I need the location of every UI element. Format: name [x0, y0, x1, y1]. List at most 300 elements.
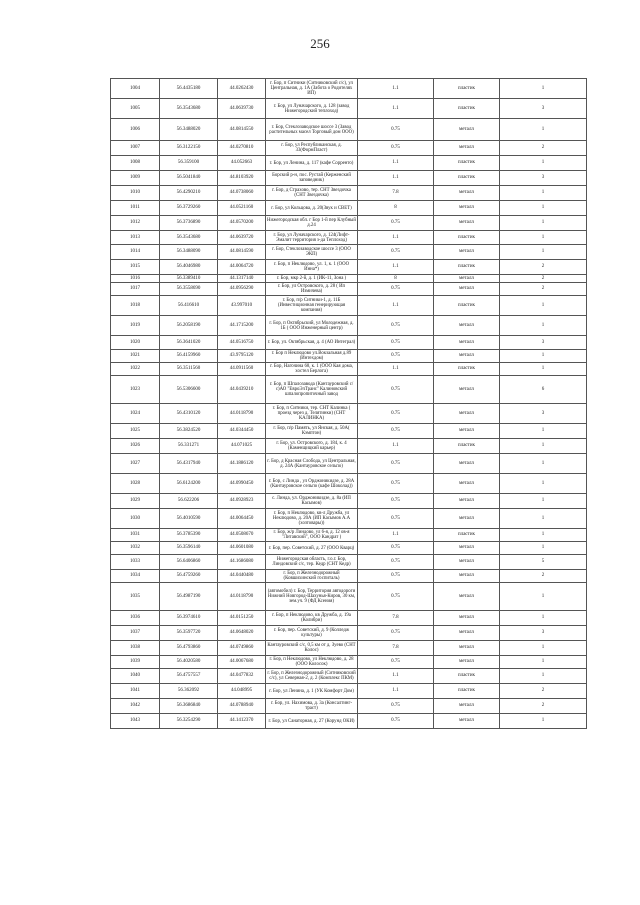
cell-material: металл: [434, 119, 500, 141]
cell-latitude: 56.4290210: [160, 186, 218, 201]
cell-address: г. Бор, д Страхово, тер. СНТ Звездочка (СНТ Звездочка): [266, 186, 358, 201]
cell-latitude: 56.4793860: [160, 641, 218, 656]
cell-id: 1015: [111, 260, 160, 275]
table-row: [111, 509, 587, 529]
cell-volume: 1.1: [358, 296, 434, 316]
cell-longitude: 44.0262430: [218, 79, 266, 99]
cell-longitude: 44.0601080: [218, 542, 266, 555]
cell-volume: 0.75: [358, 283, 434, 296]
cell-latitude: 56.3389410: [160, 275, 218, 283]
cell-material: пластик: [434, 231, 500, 245]
cell-longitude: 44.0738060: [218, 186, 266, 201]
cell-id: 1020: [111, 336, 160, 350]
cell-id: 1006: [111, 119, 160, 141]
cell-count: 2: [500, 141, 587, 156]
cell-latitude: 56.3596140: [160, 542, 218, 555]
cell-material: пластик: [434, 260, 500, 275]
cell-material: металл: [434, 474, 500, 494]
cell-volume: 1.1: [358, 669, 434, 684]
cell-longitude: 44.0956290: [218, 283, 266, 296]
cell-count: 5: [500, 555, 587, 570]
cell-address: г. Бор, п Неклюдово, ул. 1, к. 1 (ООО Инна*): [266, 260, 358, 275]
cell-count: 2: [500, 684, 587, 699]
cell-count: 1: [500, 216, 587, 231]
cell-address: г. Бор, п Неклюдово, ул Неклюдово, д. 28 (ООО Колосок): [266, 656, 358, 669]
cell-count: 1: [500, 611, 587, 626]
cell-volume: 0.75: [358, 376, 434, 404]
cell-id: 1030: [111, 509, 160, 529]
cell-id: 1007: [111, 141, 160, 156]
cell-material: металл: [434, 656, 500, 669]
cell-latitude: 56.3686840: [160, 699, 218, 714]
table-row: [111, 186, 587, 201]
cell-material: металл: [434, 376, 500, 404]
cell-material: пластик: [434, 669, 500, 684]
cell-latitude: 56.3488020: [160, 119, 218, 141]
cell-count: 3: [500, 171, 587, 186]
waste-container-table: [110, 78, 587, 729]
cell-latitude: 56.3558690: [160, 283, 218, 296]
cell-latitude: 56.3511560: [160, 363, 218, 376]
table-row: [111, 570, 587, 583]
cell-longitude: 44.1317140: [218, 275, 266, 283]
table-row: [111, 79, 587, 99]
cell-latitude: 56.6124200: [160, 474, 218, 494]
cell-material: пластик: [434, 99, 500, 119]
cell-latitude: 56.4757557: [160, 669, 218, 684]
cell-material: металл: [434, 216, 500, 231]
table-row: [111, 555, 587, 570]
cell-volume: 0.75: [358, 141, 434, 156]
cell-address: г. Бор, д Красная Слобода, ул Центральная, д. 24А (Кантауровское сельпо): [266, 454, 358, 474]
cell-count: 1: [500, 156, 587, 171]
cell-material: пластик: [434, 296, 500, 316]
cell-count: 1: [500, 474, 587, 494]
cell-longitude: 44.0270810: [218, 141, 266, 156]
cell-material: металл: [434, 404, 500, 424]
table-row: [111, 684, 587, 699]
cell-longitude: 44.0814590: [218, 245, 266, 260]
cell-latitude: 56.3488090: [160, 245, 218, 260]
cell-longitude: 44.0788940: [218, 699, 266, 714]
cell-count: 1: [500, 529, 587, 542]
cell-longitude: 44.0064720: [218, 260, 266, 275]
cell-latitude: 56.359100: [160, 156, 218, 171]
cell-volume: 7.8: [358, 186, 434, 201]
page-number: 256: [310, 36, 330, 51]
cell-address: г. Бор, п Ситники (Ситниковский с/с), ул Центральная, д. 1А (Забота о Родителях ИП): [266, 79, 358, 99]
cell-longitude: 43.997010: [218, 296, 266, 316]
cell-id: 1021: [111, 350, 160, 363]
cell-address: г. Бор, п Неклюдово, кв-л Дружба, ул Неклюдово, д. 20А (ИП Касымов А.А (хозтовары)): [266, 509, 358, 529]
cell-id: 1042: [111, 699, 160, 714]
cell-material: металл: [434, 350, 500, 363]
cell-volume: 1.1: [358, 231, 434, 245]
cell-volume: 0.75: [358, 656, 434, 669]
cell-volume: 0.75: [358, 542, 434, 555]
cell-count: 1: [500, 296, 587, 316]
table-row: [111, 119, 587, 141]
cell-longitude: 44.0151250: [218, 611, 266, 626]
cell-address: г. Бор, ул. Октябрьская, д. 4 (АО Интеграл): [266, 336, 358, 350]
cell-volume: 0.75: [358, 454, 434, 474]
cell-volume: 0.75: [358, 336, 434, 350]
cell-address: г. Бор, ул Луначарского, д. 128 (завод Нижегородский теплоход): [266, 99, 358, 119]
cell-longitude: 44.0439210: [218, 376, 266, 404]
cell-count: 3: [500, 336, 587, 350]
cell-address: г. Бор, ул Кольцова, д. 20(Звук и СВЕТ): [266, 201, 358, 216]
cell-volume: 0.75: [358, 583, 434, 611]
cell-count: 3: [500, 626, 587, 641]
table-row: [111, 216, 587, 231]
cell-address: г. Бор, Нагочина 68, к. 1 (ООО Кая дома, хостел Берлога): [266, 363, 358, 376]
cell-longitude: 44.0508670: [218, 529, 266, 542]
cell-volume: 7.8: [358, 641, 434, 656]
cell-material: металл: [434, 570, 500, 583]
cell-id: 1024: [111, 404, 160, 424]
cell-id: 1011: [111, 201, 160, 216]
cell-longitude: 44.1715200: [218, 316, 266, 336]
cell-count: 1: [500, 186, 587, 201]
cell-address: г. Бор, пер. Советский, д. 27 (ООО Кварц): [266, 542, 358, 555]
cell-id: 1005: [111, 99, 160, 119]
cell-id: 1033: [111, 555, 160, 570]
cell-count: 2: [500, 699, 587, 714]
cell-count: 1: [500, 714, 587, 729]
cell-material: металл: [434, 424, 500, 439]
cell-count: 2: [500, 275, 587, 283]
cell-longitude: 44.0118790: [218, 583, 266, 611]
cell-address: г. Бор, пер. Советский, д. 9 (Колледж культуры): [266, 626, 358, 641]
cell-id: 1022: [111, 363, 160, 376]
cell-id: 1009: [111, 171, 160, 186]
cell-longitude: 44.0521160: [218, 201, 266, 216]
cell-id: 1019: [111, 316, 160, 336]
cell-count: 3: [500, 99, 587, 119]
cell-longitude: 44.0344450: [218, 424, 266, 439]
cell-latitude: 56.3974610: [160, 611, 218, 626]
cell-address: г. Бор, с Линда , ул Орджоникидзе, д. 28А (Кантауровское сельпо (кафе Шоколад)): [266, 474, 358, 494]
cell-id: 1040: [111, 669, 160, 684]
table-row: [111, 260, 587, 275]
table-row: [111, 141, 587, 156]
cell-volume: 1.1: [358, 684, 434, 699]
cell-id: 1023: [111, 376, 160, 404]
cell-id: 1016: [111, 275, 160, 283]
table-row: [111, 699, 587, 714]
cell-volume: 0.75: [358, 119, 434, 141]
cell-material: металл: [434, 494, 500, 509]
cell-longitude: 44.0639730: [218, 99, 266, 119]
cell-longitude: 44.1412370: [218, 714, 266, 729]
table-row: [111, 626, 587, 641]
table-row: [111, 363, 587, 376]
cell-count: 2: [500, 283, 587, 296]
cell-material: металл: [434, 555, 500, 570]
cell-id: 1041: [111, 684, 160, 699]
cell-id: 1008: [111, 156, 160, 171]
cell-longitude: 44.0118790: [218, 404, 266, 424]
table-row: [111, 669, 587, 684]
cell-id: 1013: [111, 231, 160, 245]
table-row: [111, 542, 587, 555]
cell-count: 1: [500, 656, 587, 669]
table-row: [111, 656, 587, 669]
cell-longitude: 44.0911560: [218, 363, 266, 376]
cell-longitude: 44.0749860: [218, 641, 266, 656]
cell-longitude: 44.0814550: [218, 119, 266, 141]
cell-id: 1014: [111, 245, 160, 260]
cell-material: металл: [434, 186, 500, 201]
cell-id: 1004: [111, 79, 160, 99]
cell-material: пластик: [434, 363, 500, 376]
cell-address: г. Бор, ул Луначарского, д. 124(Лифт-Эмалит территория з-да Теплоход): [266, 231, 358, 245]
cell-address: г. Бор, Стеклозаводское шоссе 3 (Завод растительных масел Торговый дом ООО): [266, 119, 358, 141]
table-row: [111, 201, 587, 216]
cell-latitude: 56.3543680: [160, 231, 218, 245]
cell-count: 1: [500, 542, 587, 555]
cell-count: 1: [500, 231, 587, 245]
cell-id: 1026: [111, 439, 160, 454]
cell-id: 1039: [111, 656, 160, 669]
cell-volume: 1.1: [358, 260, 434, 275]
cell-volume: 0.75: [358, 216, 434, 231]
cell-volume: 0.75: [358, 570, 434, 583]
cell-id: 1036: [111, 611, 160, 626]
cell-count: 1: [500, 509, 587, 529]
cell-address: г. Бор, п Неклюдово, кв Дружба, д. 19а (Колибри): [266, 611, 358, 626]
table-row: [111, 404, 587, 424]
cell-id: 1010: [111, 186, 160, 201]
cell-latitude: 56.622206: [160, 494, 218, 509]
table-row: [111, 611, 587, 626]
cell-latitude: 56.4310120: [160, 404, 218, 424]
cell-address: г. Бор, ул Островского, д. 28 ( Ип Измичева): [266, 283, 358, 296]
cell-material: металл: [434, 626, 500, 641]
cell-address: Кантауровский с/с, 0,5 км от д. Зуево (СНТ Колос): [266, 641, 358, 656]
table-row: [111, 275, 587, 283]
cell-volume: 8: [358, 275, 434, 283]
cell-id: 1034: [111, 570, 160, 583]
cell-address: г. Бор, п Железнодорожный (Ситниковский с/с), ул Северная-2, д. 2 (Комплекс ПКМ): [266, 669, 358, 684]
cell-material: металл: [434, 714, 500, 729]
table-row: [111, 316, 587, 336]
table-row: [111, 529, 587, 542]
cell-volume: 1.1: [358, 79, 434, 99]
cell-volume: 1.1: [358, 363, 434, 376]
cell-longitude: 44.0064450: [218, 509, 266, 529]
cell-material: металл: [434, 583, 500, 611]
cell-id: 1018: [111, 296, 160, 316]
cell-id: 1032: [111, 542, 160, 555]
cell-latitude: 56.5306600: [160, 376, 218, 404]
cell-volume: 0.75: [358, 555, 434, 570]
cell-count: 1: [500, 494, 587, 509]
cell-address: г. Бор, ул. Нахимова, д. 3а (Консалтинг-траст): [266, 699, 358, 714]
cell-address: г. Бор, ж/р Линдово, ул 6-я, д. 12 ов-я "Литавский", ООО Кандрат ): [266, 529, 358, 542]
cell-count: 1: [500, 350, 587, 363]
cell-material: пластик: [434, 79, 500, 99]
cell-longitude: 44.0440480: [218, 570, 266, 583]
cell-material: металл: [434, 611, 500, 626]
cell-latitude: 56.4317940: [160, 454, 218, 474]
cell-latitude: 56.6406860: [160, 555, 218, 570]
cell-count: 6: [500, 376, 587, 404]
cell-material: металл: [434, 336, 500, 350]
table-row: [111, 641, 587, 656]
cell-longitude: 44.1686080: [218, 555, 266, 570]
cell-id: 1017: [111, 283, 160, 296]
cell-address: г. Бор, мкр 2-й, д. 1 (ИК-11, Зона ): [266, 275, 358, 283]
cell-longitude: 44.0570200: [218, 216, 266, 231]
cell-address: г. Бор, ул Ленина, д. 117 (кафе Сорренто): [266, 156, 358, 171]
cell-material: пластик: [434, 529, 500, 542]
table-row: [111, 439, 587, 454]
cell-volume: 1.1: [358, 529, 434, 542]
cell-latitude: 56.5041840: [160, 171, 218, 186]
cell-address: Нижегородская область, г.о.г. Бор, Линдовский с/с, тер. Кедр (СНТ Кедр): [266, 555, 358, 570]
cell-id: 1027: [111, 454, 160, 474]
cell-volume: 1.1: [358, 99, 434, 119]
cell-count: 1: [500, 669, 587, 684]
cell-id: 1031: [111, 529, 160, 542]
cell-longitude: 44.0067680: [218, 656, 266, 669]
cell-count: 1: [500, 583, 587, 611]
cell-material: металл: [434, 454, 500, 474]
table-row: [111, 474, 587, 494]
cell-address: Борский р-н, пос. Рустай (Керженский заповедник): [266, 171, 358, 186]
cell-longitude: 44.0648020: [218, 626, 266, 641]
cell-address: г. Бор, ул. Островского, д. 184, к. 4 (Каменщицкий карьер): [266, 439, 358, 454]
cell-address: с. Линда, ул. Орджоникидзе, д. 8а (ИП Касымов): [266, 494, 358, 509]
cell-latitude: 56.362092: [160, 684, 218, 699]
cell-id: 1025: [111, 424, 160, 439]
cell-id: 1012: [111, 216, 160, 231]
table-row: [111, 296, 587, 316]
cell-address: г. Бор, п Октябрьский, ул Молодежная, д. 1Б ( ООО Инженерный центр): [266, 316, 358, 336]
cell-material: пластик: [434, 439, 500, 454]
cell-latitude: 56.3785390: [160, 529, 218, 542]
cell-volume: 0.75: [358, 316, 434, 336]
table-row: [111, 350, 587, 363]
cell-count: 2: [500, 570, 587, 583]
cell-latitude: 56.3597720: [160, 626, 218, 641]
cell-volume: 0.75: [358, 474, 434, 494]
cell-address: г. Бор, ул Ленина, д. 1 (УК Комфорт Дом): [266, 684, 358, 699]
cell-material: металл: [434, 201, 500, 216]
cell-count: 1: [500, 641, 587, 656]
cell-address: г. Бор, ул Санаторная, д. 27 (Корунд ОКИ): [266, 714, 358, 729]
cell-count: 2: [500, 260, 587, 275]
cell-count: 1: [500, 424, 587, 439]
cell-count: 1: [500, 245, 587, 260]
cell-address: г. Бор, ул Республиканская, д. 33(ФормПласт): [266, 141, 358, 156]
table-row: [111, 454, 587, 474]
cell-longitude: 44.071025: [218, 439, 266, 454]
cell-latitude: 56.416610: [160, 296, 218, 316]
cell-latitude: 56.2058190: [160, 316, 218, 336]
cell-material: металл: [434, 275, 500, 283]
cell-longitude: 44.0516750: [218, 336, 266, 350]
cell-material: металл: [434, 316, 500, 336]
cell-volume: 0.75: [358, 714, 434, 729]
cell-latitude: 56.3729260: [160, 201, 218, 216]
cell-volume: 0.75: [358, 509, 434, 529]
cell-material: металл: [434, 641, 500, 656]
table-row: [111, 376, 587, 404]
cell-count: 1: [500, 201, 587, 216]
cell-longitude: 43.9795120: [218, 350, 266, 363]
cell-address: г. Бор, п Ситники, тер. СНТ Калинка ( проезд через д. Телятинки) (СНТ КАЛИНКА): [266, 404, 358, 424]
cell-volume: 0.75: [358, 699, 434, 714]
cell-longitude: 44.052663: [218, 156, 266, 171]
table-row: [111, 494, 587, 509]
cell-latitude: 56.3736890: [160, 216, 218, 231]
cell-material: пластик: [434, 156, 500, 171]
cell-count: 1: [500, 454, 587, 474]
table-row: [111, 231, 587, 245]
cell-longitude: 44.0639720: [218, 231, 266, 245]
cell-latitude: 56.4046980: [160, 260, 218, 275]
cell-volume: 1.1: [358, 156, 434, 171]
table-row: [111, 336, 587, 350]
cell-count: 1: [500, 79, 587, 99]
cell-volume: 0.75: [358, 245, 434, 260]
cell-address: г. Бор, п Шпалозавода (Кантауровский с/с)АО "ЕвроЭлТранс" Калиновский шпалопропиточный завод: [266, 376, 358, 404]
cell-material: пластик: [434, 684, 500, 699]
cell-volume: 7.8: [358, 611, 434, 626]
cell-volume: 0.75: [358, 424, 434, 439]
cell-material: металл: [434, 699, 500, 714]
cell-address: г. Бор, п/р Память, ул Янская, д. 50А( Кэмптон): [266, 424, 358, 439]
cell-count: 1: [500, 439, 587, 454]
cell-volume: 0.75: [358, 404, 434, 424]
cell-material: пластик: [434, 171, 500, 186]
cell-count: 3: [500, 404, 587, 424]
cell-longitude: 44.048995: [218, 684, 266, 699]
cell-latitude: 56.3543680: [160, 99, 218, 119]
cell-volume: 1.1: [358, 171, 434, 186]
table-row: [111, 424, 587, 439]
cell-address: г. Бор, Стеклозаводское шоссе 3 (ООО ЭКП): [266, 245, 358, 260]
cell-volume: 0.75: [358, 626, 434, 641]
cell-id: 1028: [111, 474, 160, 494]
table-row: [111, 99, 587, 119]
cell-count: 1: [500, 119, 587, 141]
cell-latitude: 56.4987190: [160, 583, 218, 611]
table-row: [111, 245, 587, 260]
cell-volume: 0.75: [358, 494, 434, 509]
cell-longitude: 44.0990450: [218, 474, 266, 494]
cell-material: металл: [434, 283, 500, 296]
cell-id: 1029: [111, 494, 160, 509]
cell-volume: 0.75: [358, 350, 434, 363]
cell-volume: 1.1: [358, 439, 434, 454]
table-row: [111, 714, 587, 729]
cell-count: 1: [500, 363, 587, 376]
table-row: [111, 283, 587, 296]
cell-address: (автомобил) г. Бор, Территория автодороги Нижний Новгород-Шахунья-Киров, 30 км, зем.уч. 9 (ФД Ксения): [266, 583, 358, 611]
cell-id: 1035: [111, 583, 160, 611]
cell-latitude: 56.3122150: [160, 141, 218, 156]
cell-material: металл: [434, 141, 500, 156]
cell-material: металл: [434, 245, 500, 260]
cell-latitude: 56.331271: [160, 439, 218, 454]
cell-id: 1043: [111, 714, 160, 729]
table-row: [111, 171, 587, 186]
cell-latitude: 56.4010590: [160, 509, 218, 529]
cell-longitude: 44.0477832: [218, 669, 266, 684]
